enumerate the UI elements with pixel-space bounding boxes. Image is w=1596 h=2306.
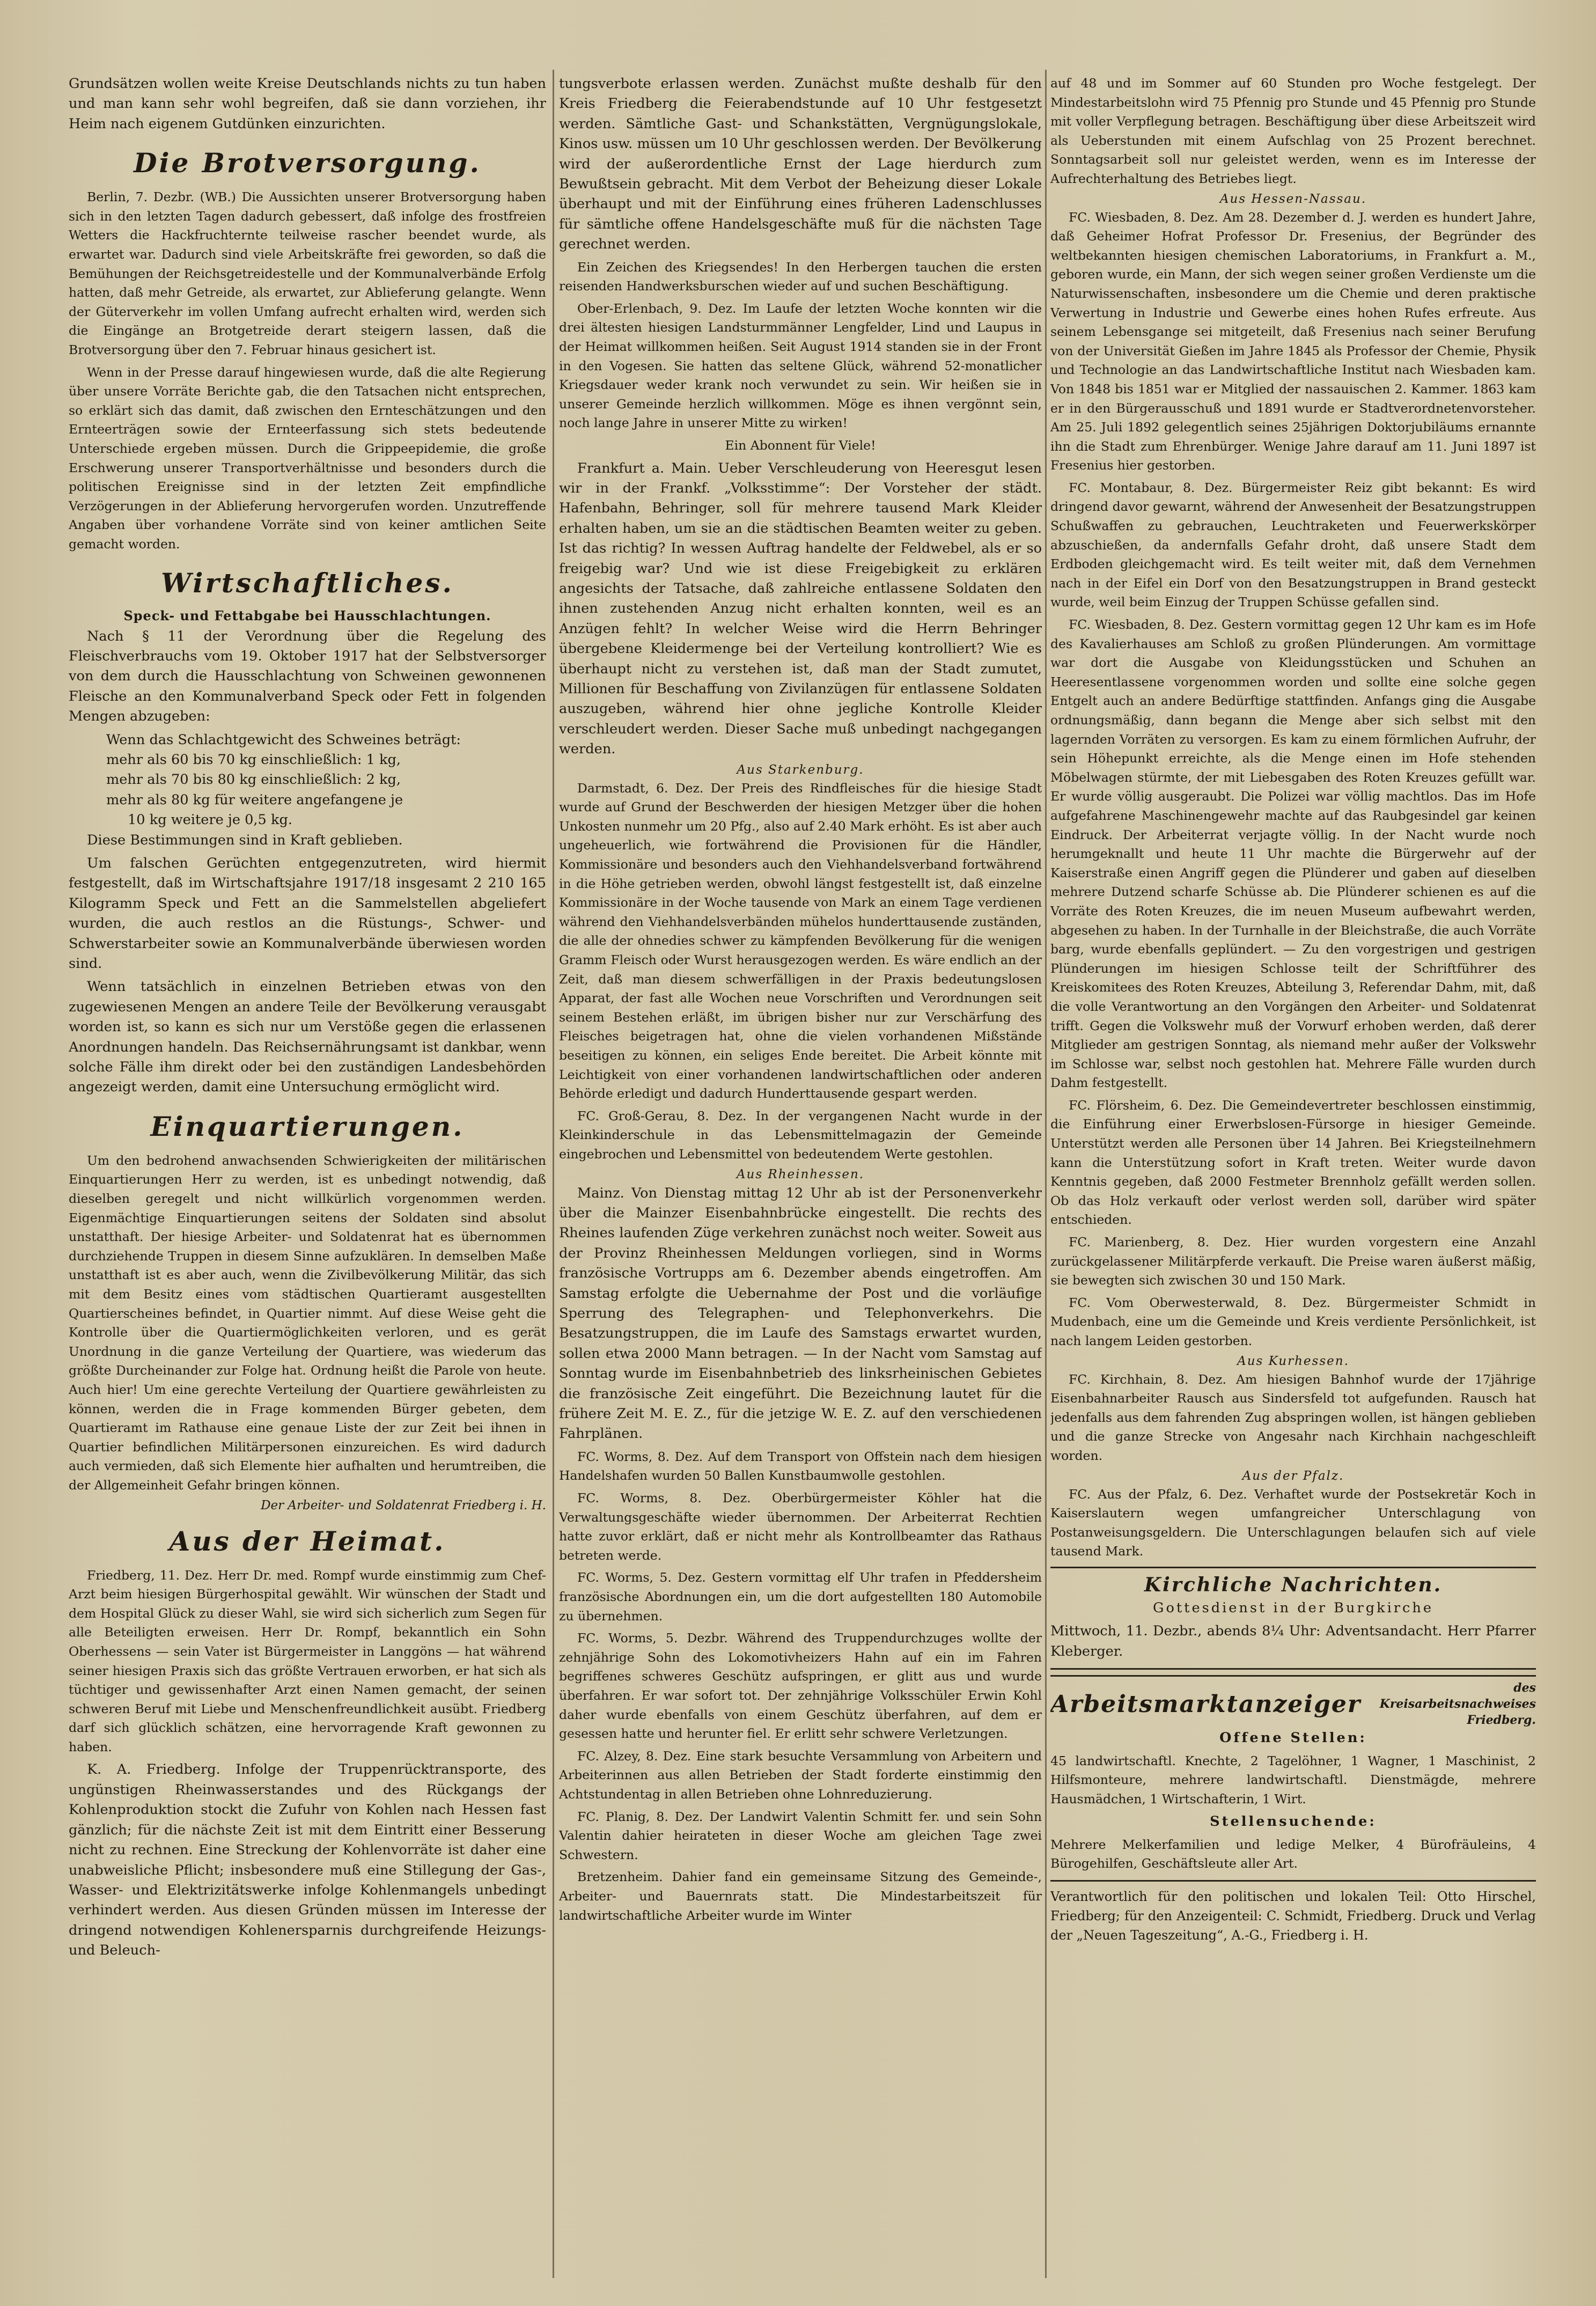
paragraph: FC. Montabaur, 8. Dez. Bürgermeister Reiz gibt bekannt: Es wird dringend davor gewarnt, während der Anwesenheit der Besatzungstruppen Schußwaffen zu gebrauchen, Leuchtraketen und Feuerwerkskörper abzuschießen, da andernfalls Gefahr droht, daß unsere Stadt dem Erdboden gleichgemacht wird. Es teilt weiter mit, daß dem Vernehmen nach in der Eifel ein Dorf von den Besatzungstruppen in Brand gesteckt wurde, weil beim Einzug der Truppen Schüsse gefallen sind. <box>1050 480 1536 610</box>
church-service-heading: Gottesdienst in der Burgkirche <box>1153 1599 1433 1616</box>
paragraph: Wenn tatsächlich in einzelnen Betrieben etwas von den zugewiesenen Mengen an andere Teile der Bevölkerung verausgabt worden ist, so kann es sich nur um Verstöße gegen die erlassenen Anordnungen handeln. Das Reichsernährungsamt ist dankbar, wenn solche Fälle ihm direkt oder bei den zuständigen Landesbehörden angezeigt werden, damit eine Untersuchung ermöglicht wird. <box>69 979 546 1096</box>
article-brotversorgung <box>69 188 546 554</box>
news-block <box>559 1448 1042 1925</box>
list-item: mehr als 60 bis 70 kg einschließlich: 1 kg, <box>106 751 401 768</box>
paragraph: Berlin, 7. Dezbr. (WB.) Die Aussichten unserer Brotversorgung haben sich in den letzten Tagen dadurch gebessert, daß infolge des frostfreien Wetters die Hackfruchternte teilweise rascher beendet wurde, als erwartet war. Dadurch sind viele Arbeitskräfte frei geworden, so daß die Bemühungen der Reichsgetreidestelle und der Kommunalverbände Erfolg hatten, daß mehr Getreide, als erwartet, zur Ablieferung gelangte. Wenn der Güterverkehr im vollen Umfang aufrecht erhalten wird, werden sich die Eingänge an Brotgetreide derart steigern lassen, daß die Brotversorgung über den 7. Februar hinaus gesichert ist. <box>69 189 546 357</box>
open-positions-text: 45 landwirtschaftl. Knechte, 2 Tagelöhner, 1 Wagner, 1 Maschinist, 2 Hilfsmonteure, mehrere landwirtschaftl. Dienstmägde, mehrere Hausmädchen, 1 Wirtschafterin, 1 Wirt. <box>1050 1753 1536 1806</box>
section-aus-starkenburg: Aus Starkenburg. <box>737 762 864 777</box>
continued-text: Grundsätzen wollen weite Kreise Deutschlands nichts zu tun haben und man kann sehr wohl begreifen, daß sie dann vorziehen, ihr Heim nach eigenem Gutdünken einzurichten. <box>69 76 546 132</box>
list-item: 10 kg weitere je 0,5 kg. <box>128 812 293 828</box>
paragraph: FC. Planig, 8. Dez. Der Landwirt Valentin Schmitt fer. und sein Sohn Valentin dahier heirateten in dieser Woche am gleichen Tage zwei Schwestern. <box>559 1809 1042 1862</box>
paragraph: Ein Zeichen des Kriegsendes! In den Herbergen tauchen die ersten reisenden Handwerksburschen wieder auf und suchen Beschäftigung. <box>559 259 1042 294</box>
weight-list <box>69 730 546 831</box>
news-block <box>559 779 1042 1164</box>
paragraph: FC. Worms, 5. Dezbr. Während des Truppendurchzuges wollte der zehnjährige Sohn des Lokomotivheizers Hahn auf ein im Fahren begriffenes schweres Geschütz aufspringen, er glitt aus und wurde überfahren. Er war sofort tot. Der zehnjährige Volksschüler Erwin Kohl daher wurde ebenfalls von einem Geschütz überfahren, auf dem er gesessen hatte und herunter fiel. Er erlitt sehr schwere Verletzungen. <box>559 1631 1042 1742</box>
section-aus-der-pfalz: Aus der Pfalz. <box>1242 1468 1344 1483</box>
article-wirtschaftliches <box>69 627 546 1098</box>
paragraph: Um den bedrohend anwachsenden Schwierigkeiten der militärischen Einquartierungen Herr zu werden, ist es unbedingt notwendig, daß dieselben geregelt und nicht willkürlich vorgenommen werden. Eigenmächtige Einquartierungen seitens der Soldaten sind absolut unstatthaft. Der hiesige Arbeiter- und Soldatenrat hat es übernommen durchziehende Truppen in diesem Sinne aufzuklären. In demselben Maße unstatthaft ist es aber auch, wenn die Zivilbevölkerung Militär, das sich mit dem Besitz eines vom städtischen Quartieramt ausgestellten Quartierscheines befindet, in Quartier nimmt. Auf diese Weise geht die Kontrolle über die Quartiermöglichkeiten verloren, und es gerät Unordnung in die ganze Verteilung der Quartiere, was wiederum das größte Durcheinander zur Folge hat. Ordnung heißt die Parole von heute. Auch hier! Um eine gerechte Verteilung der Quartiere gewährleisten zu können, werden die in Frage kommenden Bürger gebeten, dem Quartieramt im Rathause eine genaue Liste der zur Zeit bei ihnen in Quartier befindlichen Militärpersonen einzureichen. Es wird dadurch auch vermieden, daß sich Elemente hier aufhalten und herumtreiben, die der Allgemeinheit Gefahr bringen können. <box>69 1152 546 1493</box>
imprint: Verantwortlich für den politischen und lokalen Teil: Otto Hirschel, Friedberg; für den Anzeigenteil: C. Schmidt, Friedberg. Druck und Verlag der „Neuen Tageszeitung“, A.-G., Friedberg i. H. <box>1050 1889 1536 1943</box>
paragraph: Mainz. Von Dienstag mittag 12 Uhr ab ist der Personenverkehr über die Mainzer Eisenbahnbrücke eingestellt. Die rechts des Rheines laufenden Züge verkehren zunächst noch weiter. Soweit aus der Provinz Rheinhessen Meldungen vorliegen, sind in Worms französische Vortrupps am 6. Dezember abends eingetroffen. Am Samstag erfolgte die Uebernahme der Post und die vorläufige Sperrung des Telegraphen- und Telephonverkehrs. Die Besatzungstruppen, die im Laufe des Samstags erwartet wurden, sollen etwa 2000 Mann betragen. — In der Nacht vom Samstag auf Sonntag wurde im Eisenbahnbetrieb des linksrheinischen Gebietes die französische Zeit eingeführt. Die Bezeichnung lautet für die frühere Zeit M. E. Z., für die jetzige W. E. Z. auf den verschiedenen Fahrplänen. <box>559 1185 1042 1442</box>
headline-brotversorgung: Die Brotversorgung. <box>134 147 481 179</box>
job-market-header <box>1050 1680 1536 1728</box>
paragraph: FC. Aus der Pfalz, 6. Dez. Verhaftet wurde der Postsekretär Koch in Kaiserslautern wegen umfangreicher Unterschlagung von Postanweisungsgeldern. Die Unterschlagungen belaufen sich auf viele tausend Mark. <box>1050 1486 1536 1559</box>
paragraph: FC. Worms, 5. Dez. Gestern vormittag elf Uhr trafen in Pfeddersheim französische Abordnungen ein, um die dort aufgestellten 180 Automobile zu übernehmen. <box>559 1570 1042 1624</box>
continued-text: auf 48 und im Sommer auf 60 Stunden pro Woche festgelegt. Der Mindestarbeitslohn wird 75 Pfennig pro Stunde und 45 Pfennig pro Stunde mit voller Verpflegung betragen. Beschäftigung über diese Arbeitszeit wird als Ueberstunden mit einem Aufschlag von 25 Prozent berechnet. Sonntagsarbeit soll nur geleistet werden, wenn es im Interesse der Aufrechterhaltung des Betriebes liegt. <box>1050 76 1536 186</box>
paragraph: FC. Alzey, 8. Dez. Eine stark besuchte Versammlung von Arbeitern und Arbeiterinnen aus allen Betrieben der Stadt forderte einstimmig den Achtstundentag in allen Betrieben ohne Lohnreduzierung. <box>559 1748 1042 1802</box>
headline-einquartierungen: Einquartierungen. <box>150 1110 465 1142</box>
list-item: mehr als 70 bis 80 kg einschließlich: 2 kg, <box>106 772 401 788</box>
paragraph: Friedberg, 11. Dez. Herr Dr. med. Rompf wurde einstimmig zum Chef-Arzt beim hiesigen Bürgerhospital gewählt. Wir wünschen der Stadt und dem Hospital Glück zu dieser Wahl, sie wird sich sicherlich zum Segen für alle Beteiligten erweisen. Herr Dr. Rompf, bekanntlich ein Sohn Oberhessens — sein Vater ist Bürgermeister in Langgöns — hat während seiner hiesigen Praxis sich das größte Vertrauen erworben, er hat sich als tüchtiger und gewissenhafter Arzt einen Namen gemacht, der seinen schweren Beruf mit Liebe und Menschenfreundlichkeit ausübt. Friedberg darf sich glücklich schätzen, eine hervorragende Kraft gewonnen zu haben. <box>69 1567 546 1754</box>
paragraph: Bretzenheim. Dahier fand ein gemeinsame Sitzung des Gemeinde-, Arbeiter- und Bauernrats statt. Die Mindestarbeitszeit für landwirtschaftliche Arbeiter wurde im Winter <box>559 1869 1042 1923</box>
church-news-box <box>1050 1567 1536 1670</box>
signature: Ein Abonnent für Viele! <box>725 438 876 453</box>
article-einquartierungen <box>69 1151 546 1495</box>
column-1 <box>69 74 546 2285</box>
paragraph: FC. Kirchhain, 8. Dez. Am hiesigen Bahnhof wurde der 17jährige Eisenbahnarbeiter Rausch aus Sindersfeld tot aufgefunden. Rausch hat jedenfalls aus dem fahrenden Zug abspringen wollen, ist hängen geblieben und die ganze Strecke von Angesahr nach Kirchhain nachgeschleift worden. <box>1050 1371 1536 1463</box>
column-3 <box>1050 74 1536 2285</box>
subheadline-speck-fett: Speck- und Fettabgabe bei Hausschlachtungen. <box>123 607 491 623</box>
paragraph: Darmstadt, 6. Dez. Der Preis des Rindfleisches für die hiesige Stadt wurde auf Grund der Beschwerden der hiesigen Metzger über die hohen Unkosten nunmehr um 20 Pfg., also auf 2.40 Mark erhöht. Es ist aber auch ungeheuerlich, wie fortwährend die Provisionen für die Händler, Kommissionäre und besonders auch den Viehhandelsverband fortwährend in die Höhe getrieben werden, obwohl längst festgestellt ist, daß einzelne Kommissionäre in der Woche tausende von Mark an einem Tage verdienen während den Viehhandelsverbänden mühelos hunderttausende zuständen, die alle der ohnedies schwer zu kämpfenden Bevölkerung für die wenigen Gramm Fleisch oder Wurst herausgezogen werden. Es wäre endlich an der Zeit, daß man diesem schwerfälligen in der Praxis bedeutungslosen Apparat, der fast alle Wochen neue Vorschriften und Verordnungen seit seinem Bestehen erläßt, im übrigen bisher nur zur Verschärfung des Fleisches beigetragen hat, ohne die vielen vorhandenen Mißstände beseitigen zu können, ein seliges Ende bereitet. Die Arbeit könnte mit Leichtigkeit von einer vorhandenen landwirtschaftlichen oder anderen Behörde erledigt und dadurch Hunderttausende gespart werden. <box>559 780 1042 1101</box>
job-market-title: Arbeitsmarktanzeiger <box>1050 1690 1362 1718</box>
headline-wirtschaftliches: Wirtschaftliches. <box>161 567 454 599</box>
column-rule-right <box>1045 70 1047 2278</box>
paragraph: Diese Bestimmungen sind in Kraft geblieben. <box>87 832 403 848</box>
paragraph: FC. Worms, 8. Dez. Oberbürgermeister Köhler hat die Verwaltungsgeschäfte wieder übernommen. Der Arbeiterrat Rechtien hatte zuvor erklärt, daß er nicht mehr als Kontrollbeamter das Rathaus betreten werde. <box>559 1490 1042 1563</box>
paragraph: FC. Worms, 8. Dez. Auf dem Transport von Offstein nach dem hiesigen Handelshafen wurden 50 Ballen Kunstbaumwolle gestohlen. <box>559 1449 1042 1484</box>
continued-text: tungsverbote erlassen werden. Zunächst mußte deshalb für den Kreis Friedberg die Feierabendstunde auf 10 Uhr festgesetzt werden. Sämtliche Gast- und Schankstätten, Vergnügungslokale, Kinos usw. müssen um 10 Uhr geschlossen werden. Der Bevölkerung wird der außerordentliche Ernst der Lage hierdurch zum Bewußtsein gebracht. Mit dem Verbot der Beheizung dieser Lokale überhaupt und mit der Einführung eines früheren Ladenschlusses für sämtliche offene Handelsgeschäfte muß für die nächsten Tage gerechnet werden. <box>559 76 1042 253</box>
paragraph: FC. Wiesbaden, 8. Dez. Am 28. Dezember d. J. werden es hundert Jahre, daß Geheimer Hofrat Professor Dr. Fresenius, der Begründer des weltbekannten hiesigen chemischen Laboratoriums, in Frankfurt a. M., geboren wurde, ein Mann, der sich wegen seiner großen Verdienste um die Naturwissenschaften, insbesondere um die Chemie und deren praktische Verwertung in Industrie und Gewerbe eines hohen Rufes erfreute. Aus seinem Lebensgange sei mitgeteilt, daß Fresenius nach seiner Berufung von der Universität Gießen im Jahre 1845 als Professor der Chemie, Physik und Technologie an das Landwirtschaftliche Institut nach Wiesbaden kam. Von 1848 bis 1851 war er Mitglied der nassauischen 2. Kammer. 1863 kam er in den Bürgerausschuß und 1891 wurde er Stadtverordnetenvorsteher. Am 25. Juli 1892 gelegentlich seines 25jährigen Doktorjubiläums ernannte ihn die Stadt zum Ehrenbürger. Wenige Jahre darauf am 11. Juni 1897 ist Fresenius hier gestorben. <box>1050 209 1536 473</box>
headline-aus-der-heimat: Aus der Heimat. <box>169 1525 446 1557</box>
section-aus-kurhessen: Aus Kurhessen. <box>1237 1354 1349 1368</box>
news-block <box>559 258 1042 456</box>
job-market-issuer: des Kreisarbeitsnachweises Friedberg. <box>1379 1681 1536 1728</box>
church-news-title: Kirchliche Nachrichten. <box>1144 1573 1443 1596</box>
job-seekers-heading: Stellensuchende: <box>1210 1813 1377 1830</box>
list-item: Wenn das Schlachtgewicht des Schweines beträgt: <box>106 731 461 748</box>
article-heimat <box>69 1566 546 1757</box>
paragraph: FC. Vom Oberwesterwald, 8. Dez. Bürgermeister Schmidt in Mudenbach, eine um die Gemeinde und Kreis verdiente Persönlichkeit, ist nach langem Leiden gestorben. <box>1050 1295 1536 1348</box>
job-market-box <box>1050 1675 1536 1882</box>
paragraph: FC. Groß-Gerau, 8. Dez. In der vergangenen Nacht wurde in der Kleinkinderschule in das Lebensmittelmagazin der Gemeinde eingebrochen und Lebensmittel von bedeutendem Werte gestohlen. <box>559 1108 1042 1162</box>
paragraph: Nach § 11 der Verordnung über die Regelung des Fleischverbrauchs vom 19. Oktober 1917 hat der Selbstversorger von dem durch die Hausschlachtung von Schweinen gewonnenen Fleische an den Kommunalverband Speck oder Fett in folgenden Mengen abzugeben: <box>69 628 546 725</box>
paragraph: K. A. Friedberg. Infolge der Truppenrücktransporte, des ungünstigen Rheinwasserstandes und des Rückgangs der Kohlenproduktion stockt die Zufuhr von Kohlen nach Hessen fast gänzlich; für die nächste Zeit ist mit dem Eintritt einer Besserung nicht zu rechnen. Eine Streckung der Kohlenvorräte ist daher eine unabweisliche Pflicht; insbesondere muß eine Stillegung der Gas-, Wasser- und Elektrizitätswerke infolge Kohlenmangels unbedingt verhindert werden. Aus diesen Gründen müssen im Interesse der dringend notwendigen Kohlenersparnis durchgreifende Heizungs- und Beleuch- <box>69 1761 546 1959</box>
column-2 <box>559 74 1042 2285</box>
paragraph: Wenn in der Presse darauf hingewiesen wurde, daß die alte Regierung über unsere Vorräte Berichte gab, die den Tatsachen nicht entsprechen, so erklärt sich das damit, daß zwischen den Ernteschätzungen und den Ernteerträgen sowie der Ernteerfassung sich stets bedeutende Unterschiede ergeben müssen. Durch die Grippeepidemie, die große Erschwerung unserer Transportverhältnisse und besonders durch die politischen Ereignisse sind in der letzten Zeit empfindliche Verzögerungen in der Ablieferung hervorgerufen worden. Unzutreffende Angaben über vorhandene Vorräte sind von keiner amtlichen Seite gemacht worden. <box>69 364 546 552</box>
news-block <box>1050 74 1536 189</box>
paragraph: FC. Marienberg, 8. Dez. Hier wurden vorgestern eine Anzahl zurückgelassener Militärpferde verkauft. Die Preise waren äußerst mäßig, sie bewegten sich zwischen 30 und 150 Mark. <box>1050 1235 1536 1288</box>
paragraph: FC. Wiesbaden, 8. Dez. Gestern vormittag gegen 12 Uhr kam es im Hofe des Kavalierhauses am Schloß zu großen Plünderungen. Am vormittage war dort die Ausgabe von Kleidungsstücken und Schuhen an Heeresentlassene vorgenommen worden und sollte eine solche gegen Entgelt auch an andere Bedürftige stattfinden. Anfangs ging die Ausgabe ordnungsmäßig, dann begann die Menge aber sich selbst mit den lagernden Vorräten zu versorgen. Es kam zu einem förmlichen Aufruhr, der sein Höhepunkt erreichte, als die Menge einen im Hofe stehenden Möbelwagen stürmte, der mit Liebesgaben des Roten Kreuzes gefüllt war. Er wurde völlig ausgeraubt. Die Polizei war völlig machtlos. Das im Hofe aufgefahrene Maschinengewehr machte auf das Raubgesindel gar keinen Eindruck. Der Arbeiterrat verjagte völlig. In der Nacht wurde noch herumgeknallt und heute 11 Uhr machte die Bürgerwehr auf der Kaiserstraße einen Angriff gegen die Plünderer und gaben auf dieselben mehrere Dutzend scharfe Schüsse ab. Die Plünderer schienen es auf die Vorräte des Roten Kreuzes, die im neuen Museum aufbewahrt werden, abgesehen zu haben. In der Turnhalle in der Bleichstraße, die auch Vorräte barg, wurde ebenfalls geplündert. — Zu den vorgestrigen und gestrigen Plünderungen im hiesigen Schlosse teilt der Schriftführer des Kreiskomitees des Roten Kreuzes, Abteilung 3, Referendar Dahm, mit, daß die volle Verantwortung an den Vorgängen den Arbeiter- und Soldatenrat trifft. Gegen die Volkswehr muß der Vorwurf erhoben werden, daß derer Mitglieder am gestrigen Sonntag, als niemand mehr außer der Volkswehr im Schlosse war, selbst noch gestohlen hat. Mehrere Fälle wurden durch Dahm festgestellt. <box>1050 617 1536 1091</box>
paragraph: FC. Flörsheim, 6. Dez. Die Gemeindevertreter beschlossen einstimmig, die Einführung einer Erwerbslosen-Fürsorge in hiesiger Gemeinde. Unterstützt werden alle Personen über 14 Jahren. Bei Kriegsteilnehmern kann die Unterstützung sofort in Kraft treten. Weiter wurde davon Kenntnis gegeben, daß 2000 Festmeter Brennholz gefällt werden sollen. Ob das Holz verkauft oder verlost werden soll, darüber wird später entschieden. <box>1050 1097 1536 1228</box>
paragraph: Frankfurt a. Main. Ueber Verschleuderung von Heeresgut lesen wir in der Frankf. „Volksstimme“: Der Vorsteher der städt. Hafenbahn, Behringer, soll für mehrere tausend Mark Kleider erhalten haben, um sie an die städtischen Beamten weiter zu geben. Ist das richtig? In wessen Auftrag handelte der Feldwebel, als er so freigebig war? Und wie ist diese Freigebigkeit zu erklären angesichts der Tatsache, daß zahlreiche entlassene Soldaten den ihnen zustehenden Anzug nicht erhalten konnten, weil es an Anzügen fehlt? In welcher Weise wird die Herrn Behringer übergebene Kleidermenge bei der Verteilung kontrolliert? Wie es überhaupt nicht zu verstehen ist, daß man der Stadt zumutet, Millionen für Beschaffung von Zivilanzügen für entlassene Soldaten auszugeben, während hier ohne jegliche Kontrolle Kleider verschleudert werden. Dieser Sache muß unbedingt nachgegangen werden. <box>559 460 1042 758</box>
paragraph: Ober-Erlenbach, 9. Dez. Im Laufe der letzten Woche konnten wir die drei ältesten hiesigen Landsturmmänner Lengfelder, Lind und Laupus in der Heimat willkommen heißen. Seit August 1914 standen sie in der Front in den Vogesen. Sie hatten das seltene Glück, während 52-monatlicher Kriegsdauer weder krank noch verwundet zu sein. Wir heißen sie in unserer Gemeinde herzlich willkommen. Möge es ihnen vergönnt sein, noch lange Jahre in unserer Mitte zu wirken! <box>559 300 1042 431</box>
church-service-text: Mittwoch, 11. Dezbr., abends 8¼ Uhr: Adventsandacht. Herr Pfarrer Kleberger. <box>1050 1623 1536 1659</box>
section-aus-hessen-nassau: Aus Hessen-Nassau. <box>1219 192 1367 206</box>
column-rule-left <box>553 70 554 2278</box>
news-block <box>1050 208 1536 1351</box>
list-item: mehr als 80 kg für weitere angefangene je <box>106 791 403 808</box>
news-block <box>1050 1370 1536 1466</box>
open-positions-heading: Offene Stellen: <box>1219 1730 1367 1746</box>
job-seekers-text: Mehrere Melkerfamilien und ledige Melker, 4 Bürofräuleins, 4 Bürogehilfen, Geschäftsleute aller Art. <box>1050 1837 1536 1871</box>
news-block <box>1050 1485 1536 1561</box>
section-aus-rheinhessen: Aus Rheinhessen. <box>736 1167 865 1181</box>
paragraph: Um falschen Gerüchten entgegenzutreten, wird hiermit festgestellt, daß im Wirtschaftsjahre 1917/18 insgesamt 2 210 165 Kilogramm Speck und Fett an die Sammelstellen abgeliefert wurden, die auch restlos an die Rüstungs-, Schwer- und Schwerstarbeiter sowie an Kommunalverbände überwiesen worden sind. <box>69 855 546 972</box>
signature: Der Arbeiter- und Soldatenrat Friedberg i. H. <box>261 1498 546 1512</box>
